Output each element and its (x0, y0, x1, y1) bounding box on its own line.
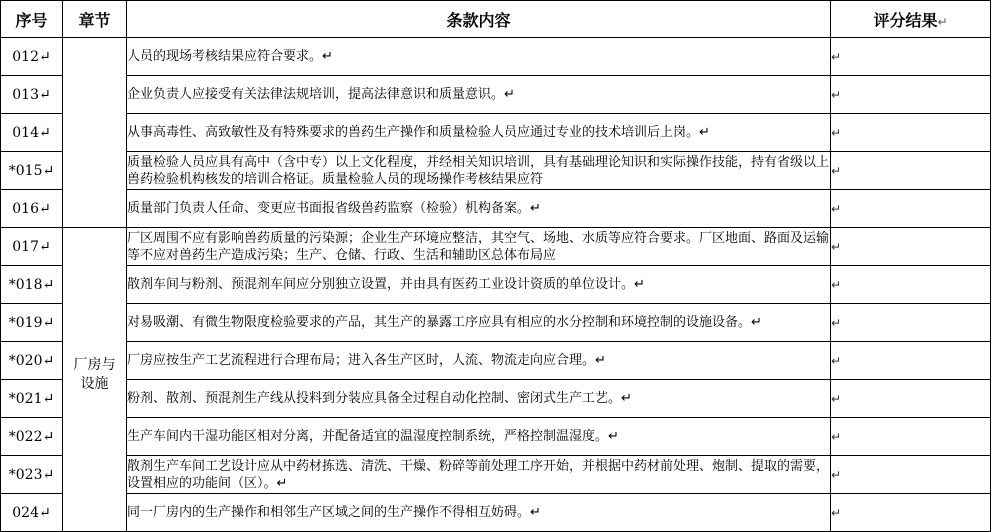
row-content: 质量部门负责人任命、变更应书面报省级兽药监察（检验）机构备案。↵ (127, 190, 831, 228)
row-seq: 016↵ (1, 190, 63, 228)
row-seq: 013↵ (1, 76, 63, 114)
table-row (1, 114, 991, 152)
row-seq: *022↵ (1, 418, 63, 456)
row-score: ↵ (831, 114, 991, 152)
chapter-label: 厂房与 设施 (73, 357, 116, 392)
row-score: ↵ (831, 304, 991, 342)
table-row (1, 152, 991, 190)
table-row (1, 190, 991, 228)
row-score: ↵ (831, 456, 991, 494)
row-seq: *021↵ (1, 380, 63, 418)
table-row (1, 266, 991, 304)
header-content: 条款内容 (127, 1, 831, 38)
row-content: 厂房应按生产工艺流程进行合理布局；进入各生产区时，人流、物流走向应合理。↵ (127, 342, 831, 380)
row-seq: 014↵ (1, 114, 63, 152)
row-content: 生产车间内干湿功能区相对分离，并配备适宜的温湿度控制系统，严格控制温湿度。↵ (127, 418, 831, 456)
row-score: ↵ (831, 418, 991, 456)
row-content: 厂区周围不应有影响兽药质量的污染源；企业生产环境应整洁，其空气、场地、水质等应符合要求。厂区地面、路面及运输等不应对兽药生产造成污染；生产、仓储、行政、生活和辅助区总体布局应 (127, 228, 831, 266)
row-seq: 017↵ (1, 228, 63, 266)
row-score: ↵ (831, 190, 991, 228)
chapter-cell-personnel (63, 38, 127, 228)
row-content: 人员的现场考核结果应符合要求。↵ (127, 38, 831, 76)
row-score: ↵ (831, 38, 991, 76)
row-seq: *015↵ (1, 152, 63, 190)
chapter-cell-facilities (63, 228, 127, 532)
row-content: 从事高毒性、高致敏性及有特殊要求的兽药生产操作和质量检验人员应通过专业的技术培训后上岗。↵ (127, 114, 831, 152)
row-seq: *023↵ (1, 456, 63, 494)
row-seq: *018↵ (1, 266, 63, 304)
row-score: ↵ (831, 342, 991, 380)
row-score: ↵ (831, 152, 991, 190)
table-row (1, 38, 991, 76)
header-chapter: 章节 (63, 1, 127, 38)
table-row (1, 418, 991, 456)
table-row (1, 342, 991, 380)
table-row (1, 380, 991, 418)
header-row (1, 1, 991, 38)
table-row (1, 456, 991, 494)
row-content: 粉剂、散剂、预混剂生产线从投料到分装应具备全过程自动化控制、密闭式生产工艺。↵ (127, 380, 831, 418)
table-row (1, 304, 991, 342)
row-content: 企业负责人应接受有关法律法规培训，提高法律意识和质量意识。↵ (127, 76, 831, 114)
row-score: ↵ (831, 228, 991, 266)
row-content: 散剂生产车间工艺设计应从中药材拣选、清洗、干燥、粉碎等前处理工序开始，并根据中药材前处理、炮制、提取的需要，设置相应的功能间（区）。↵ (127, 456, 831, 494)
row-seq: *019↵ (1, 304, 63, 342)
row-seq: 024↵ (1, 494, 63, 532)
row-seq: 012↵ (1, 38, 63, 76)
row-seq: *020↵ (1, 342, 63, 380)
table-row (1, 76, 991, 114)
row-score: ↵ (831, 380, 991, 418)
header-score: 评分结果↵ (831, 1, 991, 38)
table-row (1, 494, 991, 532)
row-content: 质量检验人员应具有高中（含中专）以上文化程度，并经相关知识培训，具有基础理论知识和实际操作技能，持有省级以上兽药检验机构核发的培训合格证。质量检验人员的现场操作考核结果应符 (127, 152, 831, 190)
row-score: ↵ (831, 76, 991, 114)
table-row (1, 228, 991, 266)
row-score: ↵ (831, 266, 991, 304)
row-content: 同一厂房内的生产操作和相邻生产区域之间的生产操作不得相互妨碍。↵ (127, 494, 831, 532)
row-content: 散剂车间与粉剂、预混剂车间应分别独立设置，并由具有医药工业设计资质的单位设计。↵ (127, 266, 831, 304)
row-score: ↵ (831, 494, 991, 532)
row-content: 对易吸潮、有微生物限度检验要求的产品，其生产的暴露工序应具有相应的水分控制和环境控制的设施设备。↵ (127, 304, 831, 342)
header-seq: 序号 (1, 1, 63, 38)
